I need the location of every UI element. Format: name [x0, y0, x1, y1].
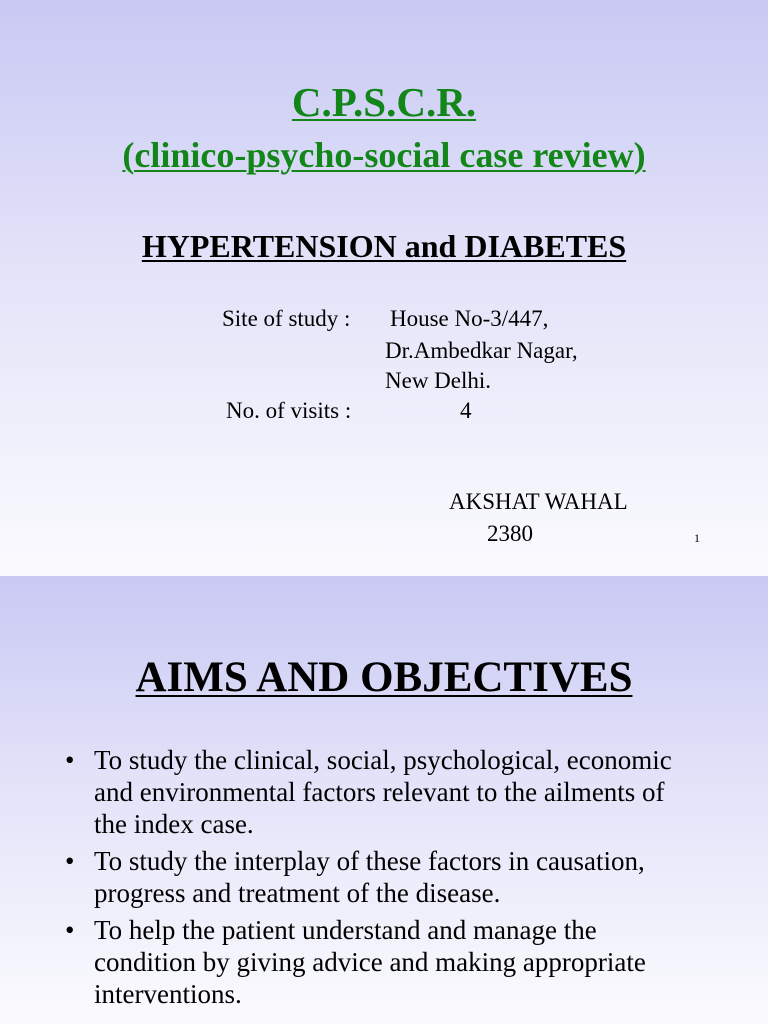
site-address-line-1: House No-3/447,: [390, 306, 549, 331]
list-item-text: To study the clinical, social, psychological, economic and environmental factors relevant to the ailments of the index case.: [94, 745, 672, 839]
visits-value: 4: [460, 398, 472, 423]
page-number: 1: [694, 531, 700, 545]
slide-title: C.P.S.C.R.: [291, 79, 477, 125]
author-name: AKSHAT WAHAL: [449, 489, 628, 514]
author-id: 2380: [487, 521, 533, 546]
site-address-line-2: Dr.Ambedkar Nagar,: [385, 338, 578, 363]
bullet-icon: •: [65, 846, 75, 876]
site-of-study-label: Site of study :: [222, 306, 351, 331]
objectives-list: [60, 744, 700, 1015]
list-item: [60, 845, 700, 909]
slide-heading: AIMS AND OBJECTIVES: [135, 654, 633, 701]
list-item-text: To study the interplay of these factors in causation, progress and treatment of the disease.: [94, 846, 645, 908]
slide-subtitle: (clinico-psycho-social case review): [122, 135, 646, 175]
list-item-text: To help the patient understand and manage the condition by giving advice and making appropriate interventions.: [94, 915, 646, 1009]
visits-label: No. of visits :: [226, 398, 352, 423]
bullet-icon: •: [65, 915, 75, 945]
site-address-line-3: New Delhi.: [385, 368, 492, 393]
list-item: [60, 914, 700, 1010]
list-item: [60, 744, 700, 840]
bullet-icon: •: [65, 745, 75, 775]
slide-2: [0, 576, 768, 1024]
slide-heading: HYPERTENSION and DIABETES: [141, 228, 627, 264]
